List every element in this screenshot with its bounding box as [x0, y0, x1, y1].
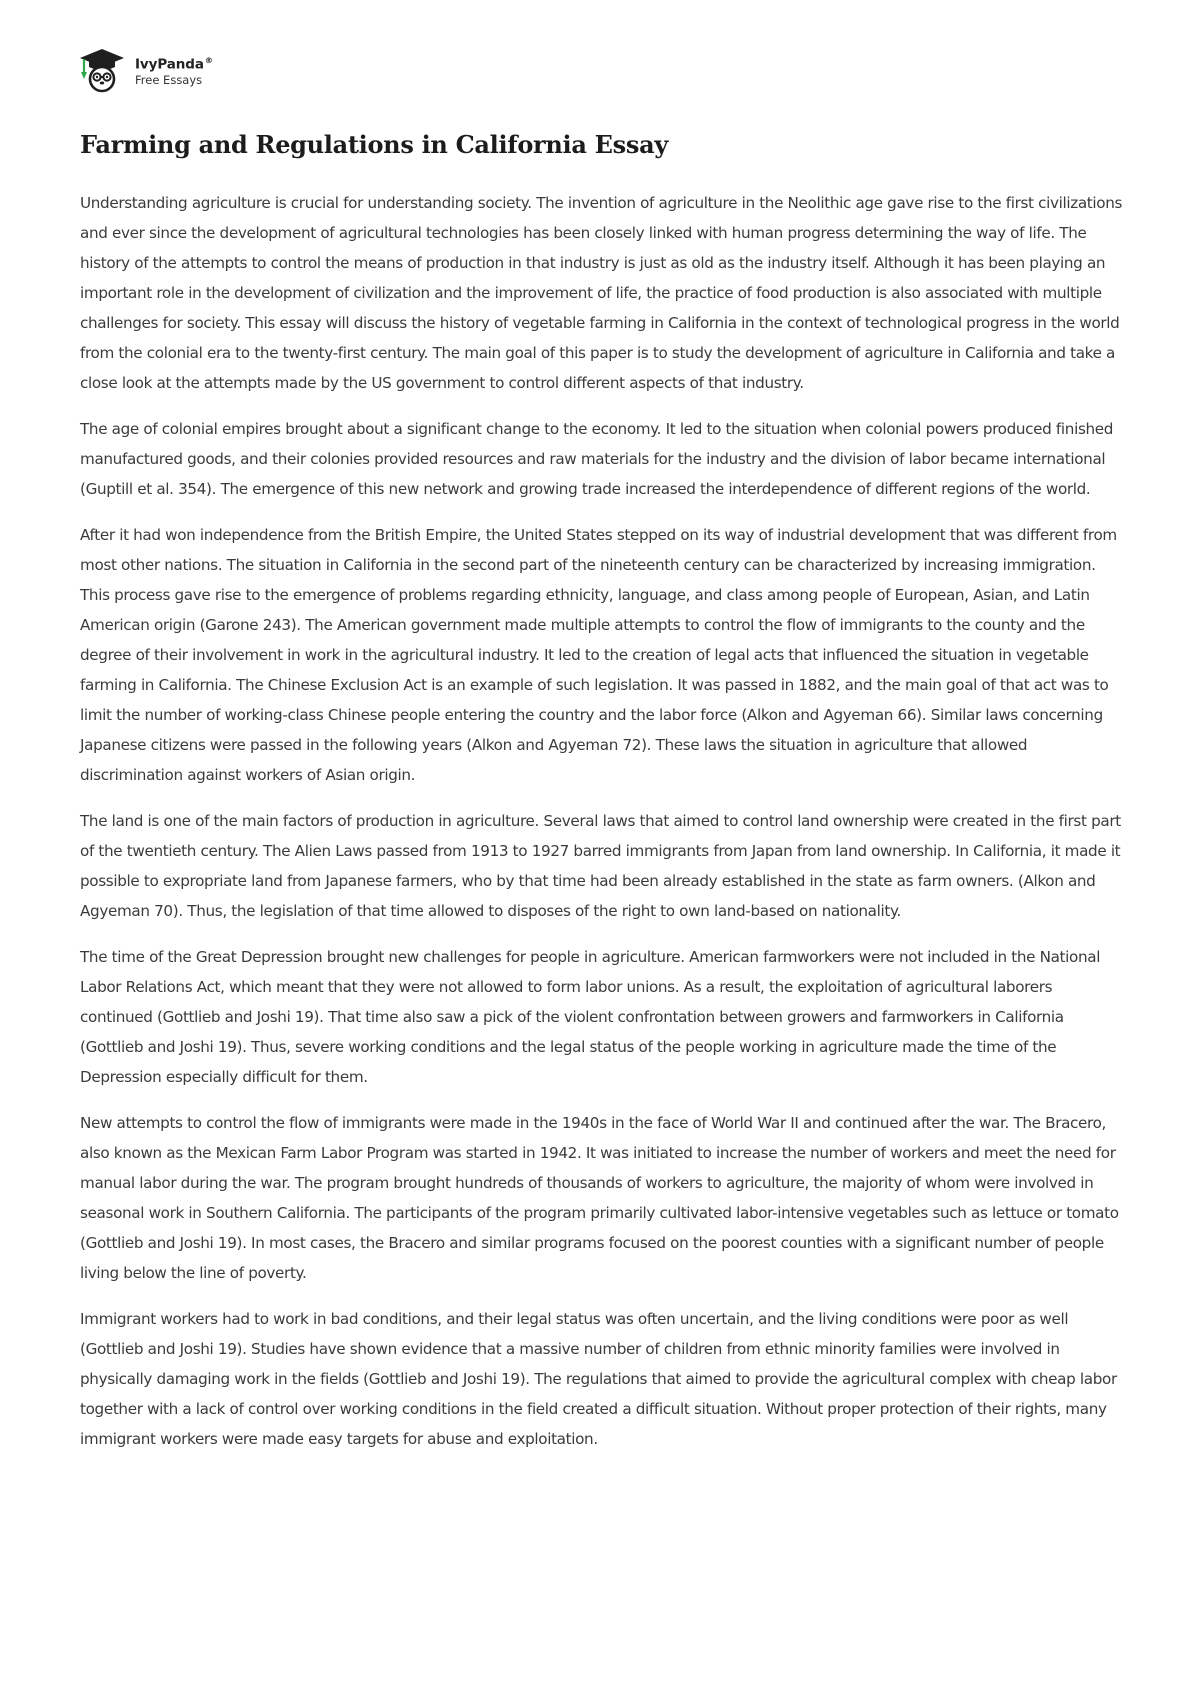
paragraph: After it had won independence from the British Empire, the United States stepped on its way of industrial development that was different from most other nations. The situation in California in the second part of the nineteenth century can be characterized by increasing immigration. This process gave rise to the emergence of problems regarding ethnicity, language, and class among people of European, Asian, and Latin American origin (Garone 243). The American government made multiple attempts to control the flow of immigrants to the county and the degree of their involvement in work in the agricultural industry. It led to the creation of legal acts that influenced the situation in vegetable farming in California. The Chinese Exclusion Act is an example of such legislation. It was passed in 1882, and the main goal of that act was to limit the number of working-class Chinese people entering the country and the labor force (Alkon and Agyeman 66). Similar laws concerning Japanese citizens were passed in the following years (Alkon and Agyeman 72). These laws the situation in agriculture that allowed discrimination against workers of Asian origin. — [80, 526, 1117, 784]
graduation-cap-mascot-icon[interactable] — [78, 46, 126, 94]
paragraph: The time of the Great Depression brought new challenges for people in agriculture. American farmworkers were not included in the National Labor Relations Act, which meant that they were not allowed to form labor unions. As a result, the exploitation of agricultural laborers continued (Gottlieb and Joshi 19). That time also saw a pick of the violent confrontation between growers and farmworkers in California (Gottlieb and Joshi 19). Thus, severe working conditions and the legal status of the people working in agriculture made the time of the Depression especially difficult for them. — [80, 948, 1101, 1086]
paragraph: The age of colonial empires brought about a significant change to the economy. It led to the situation when colonial powers produced finished manufactured goods, and their colonies provided resources and raw materials for the industry and the division of labor became international (Guptill et al. 354). The emergence of this new network and growing trade increased the interdependence of different regions of the world. — [80, 420, 1114, 498]
brand-name[interactable] — [135, 52, 213, 74]
brand-name-text: IvyPanda — [135, 56, 204, 73]
registered-mark: ® — [204, 55, 213, 65]
page-title: Farming and Regulations in California Essay — [80, 130, 668, 159]
brand[interactable] — [135, 52, 213, 89]
site-header — [78, 46, 213, 94]
paragraph: New attempts to control the flow of immigrants were made in the 1940s in the face of World War II and continued after the war. The Bracero, also known as the Mexican Farm Labor Program was started in 1942. It was initiated to increase the number of workers and meet the need for manual labor during the war. The program brought hundreds of thousands of workers to agriculture, the majority of whom were involved in seasonal work in Southern California. The participants of the program primarily cultivated labor-intensive vegetables such as lettuce or tomato (Gottlieb and Joshi 19). In most cases, the Bracero and similar programs focused on the poorest counties with a significant number of people living below the line of poverty. — [80, 1114, 1119, 1282]
paragraph: Immigrant workers had to work in bad conditions, and their legal status was often uncertain, and the living conditions were poor as well (Gottlieb and Joshi 19). Studies have shown evidence that a massive number of children from ethnic minority families were involved in physically damaging work in the fields (Gottlieb and Joshi 19). The regulations that aimed to provide the agricultural complex with cheap labor together with a lack of control over working conditions in the field created a difficult situation. Without proper protection of their rights, many immigrant workers were made easy targets for abuse and exploitation. — [80, 1310, 1117, 1448]
brand-subtitle: Free Essays — [135, 73, 203, 88]
paragraph: The land is one of the main factors of production in agriculture. Several laws that aimed to control land ownership were created in the first part of the twentieth century. The Alien Laws passed from 1913 to 1927 barred immigrants from Japan from land ownership. In California, it made it possible to expropriate land from Japanese farmers, who by that time had been already established in the state as farm owners. (Alkon and Agyeman 70). Thus, the legislation of that time allowed to disposes of the right to own land-based on nationality. — [80, 812, 1121, 920]
essay-body — [80, 188, 1125, 1470]
paragraph: Understanding agriculture is crucial for understanding society. The invention of agriculture in the Neolithic age gave rise to the first civilizations and ever since the development of agricultural technologies has been closely linked with human progress determining the way of life. The history of the attempts to control the means of production in that industry is just as old as the industry itself. Although it has been playing an important role in the development of civilization and the improvement of life, the practice of food production is also associated with multiple challenges for society. This essay will discuss the history of vegetable farming in California in the context of technological progress in the world from the colonial era to the twenty-first century. The main goal of this paper is to study the development of agriculture in California and take a close look at the attempts made by the US government to control different aspects of that industry. — [80, 194, 1123, 392]
